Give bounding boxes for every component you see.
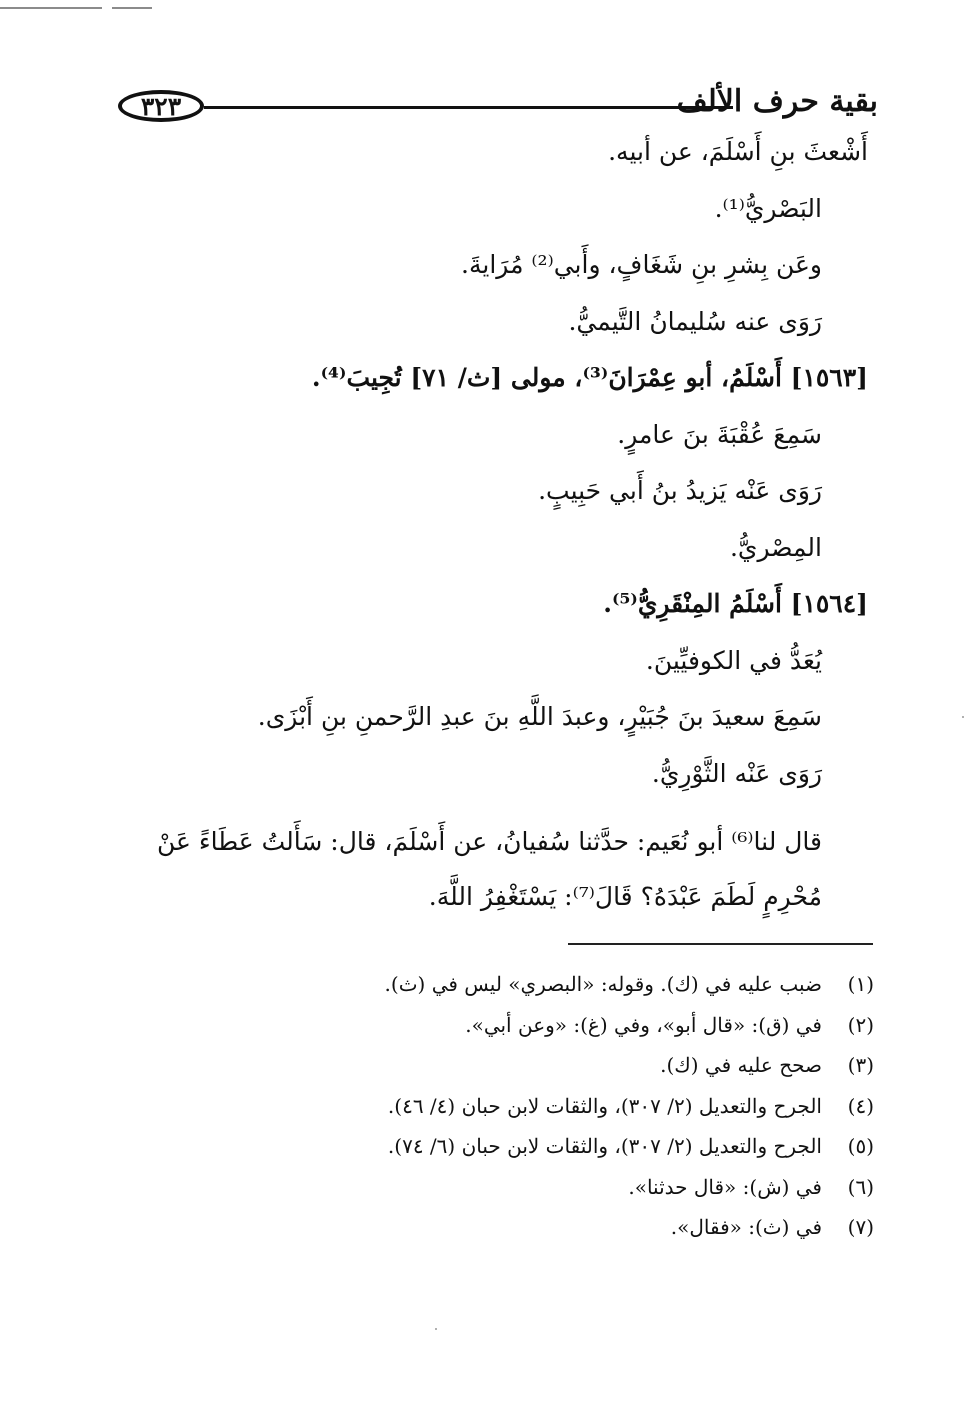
footnote-number: (٤) [847, 1093, 874, 1118]
footnote-item [288, 1173, 874, 1214]
scan-speck [962, 716, 964, 718]
footnote-number: (٧) [847, 1215, 874, 1239]
footnote-text: الجرح والتعديل (٢/ ٣٠٧)، والثقات لابن حبان (٤/ ٤٦). [387, 1093, 822, 1118]
footnote-number: (٦) [847, 1174, 874, 1199]
footnote-text: صحح عليه في (ك). [660, 1053, 822, 1077]
page-number-badge [118, 90, 204, 122]
text-line: رَوَى عَنْه الثَّوْرِيُّ. [651, 758, 822, 788]
footnote-item [288, 1011, 874, 1052]
footnote-number: (١) [847, 972, 874, 996]
text-line: سَمِعَ عُقْبَةَ بنَ عامرٍ. [617, 419, 822, 449]
text-line: أَشْعثَ بنِ أَسْلَمَ، عن أبيه. [608, 137, 868, 166]
footnote-item [288, 1092, 874, 1133]
text-line: المِصْريُّ. [729, 532, 822, 562]
footnote-item [288, 1213, 874, 1254]
footnotes [288, 970, 874, 1254]
final-paragraph: قال لنا⁽⁶⁾ أبو نُعَيم: حدَّثنا سُفيانُ، عن أَسْلَمَ، قال: سَأَلتُ عَطَاءً عَنْ مُحْرِمٍ لَطَمَ عَبْدَهُ؟ قَالَ⁽⁷⁾: يَسْتَغْفِرُ اللَّهَ. [156, 827, 822, 911]
footnote-text: ضبب عليه في (ك). وقوله: «البصري» ليس في (ث). [384, 972, 822, 996]
text-line: وعَن بِشرِ بنِ شَغَافٍ، وأَبي⁽²⁾ مُرَايةَ. [461, 250, 822, 279]
running-title: بقية حرف الألف [676, 84, 878, 119]
entry-heading: [١٥٦٤] أَسْلَمُ المِنْقَرِيُّ⁽⁵⁾. [603, 589, 868, 618]
page-number: ٣٢٣ [140, 91, 182, 121]
footnote-item [288, 1051, 874, 1092]
footnote-item [288, 970, 874, 1011]
footnote-text: الجرح والتعديل (٢/ ٣٠٧)، والثقات لابن حبان (٦/ ٧٤). [387, 1134, 822, 1158]
footnote-separator [568, 943, 873, 945]
text-line: رَوَى عَنْه يَزيدُ بنُ أَبي حَبِيبٍ. [538, 476, 822, 505]
entry-heading: [١٥٦٣] أَسْلَمُ، أبو عِمْرَانَ⁽³⁾، مولى [ث/ ٧١] تُجِيبَ⁽⁴⁾. [311, 363, 868, 392]
footnote-text: في (ق): «قال أبو»، وفي (غ): «وعن أبي». [465, 1012, 822, 1037]
text-line: البَصْريُّ⁽¹⁾. [714, 193, 822, 223]
text-line: رَوَى عنه سُليمانُ التَّيميُّ. [568, 306, 822, 336]
footnote-number: (٥) [847, 1134, 874, 1158]
scan-speck [435, 1328, 437, 1330]
text-line: سَمِعَ سعيدَ بنَ جُبَيْرٍ، وعبدَ اللَّهِ بنَ عبدِ الرَّحمنِ بنِ أَبْزَى. [257, 702, 822, 731]
footnote-number: (٣) [847, 1053, 874, 1077]
scan-mark-left [0, 7, 102, 9]
footnote-text: في (ث): «فقال». [670, 1215, 822, 1239]
footnote-number: (٢) [847, 1012, 874, 1037]
footnote-item [288, 1132, 874, 1173]
main-text [108, 136, 868, 924]
footnote-text: في (ش): «قال حدثنا». [628, 1174, 822, 1199]
scan-mark-right [112, 7, 152, 9]
header-rule [204, 106, 733, 109]
page-header [118, 82, 878, 128]
text-line: يُعَدُّ في الكوفيِّينَ. [645, 645, 822, 675]
